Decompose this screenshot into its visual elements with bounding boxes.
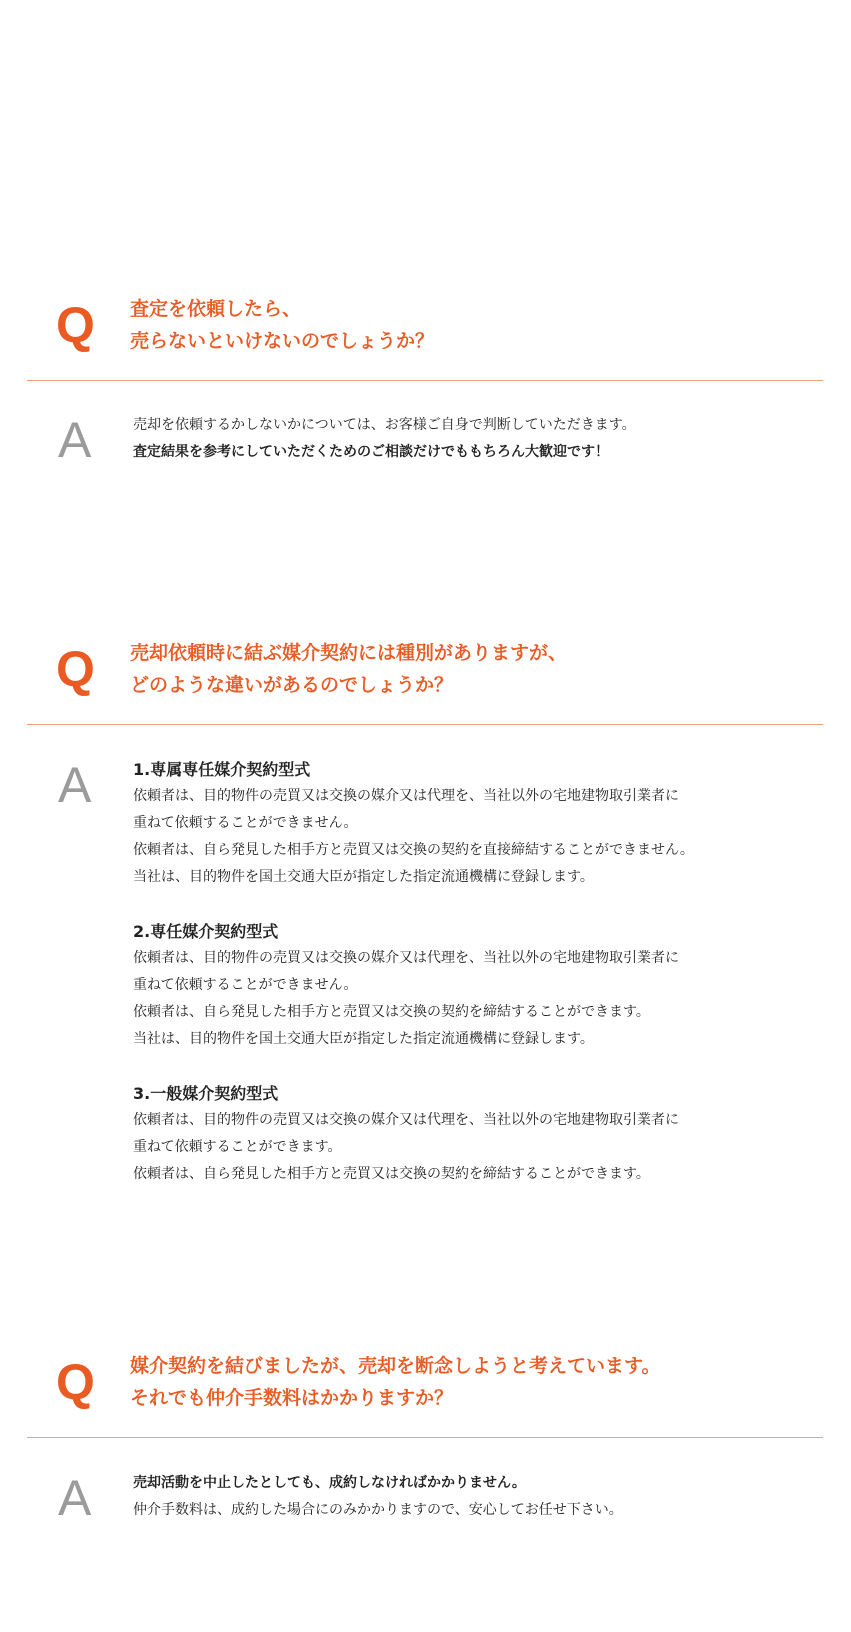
- question-mark-icon: Q: [56, 1354, 95, 1410]
- spacer: [133, 891, 833, 918]
- question-line: 売却依頼時に結ぶ媒介契約には種別がありますが、: [130, 642, 568, 664]
- answer-line: 重ねて依頼することができません。: [133, 977, 358, 993]
- spacer: [133, 1053, 833, 1080]
- answer-line: 依頼者は、自ら発見した相手方と売買又は交換の契約を締結することができます。: [133, 1004, 650, 1020]
- answer-line: 当社は、目的物件を国土交通大臣が指定した指定流通機構に登録します。: [133, 1031, 594, 1047]
- answer-body: [133, 756, 833, 1188]
- answer-line: 重ねて依頼することができません。: [133, 815, 358, 831]
- contract-type-heading: 3.一般媒介契約型式: [133, 1084, 279, 1103]
- answer-line: 売却を依頼するかしないかについては、お客様ご自身で判断していただきます。: [133, 417, 636, 433]
- answer-line: 売却活動を中止したとしても、成約しなければかかりません。: [133, 1475, 526, 1491]
- answer-line: 依頼者は、目的物件の売買又は交換の媒介又は代理を、当社以外の宅地建物取引業者に: [133, 950, 679, 966]
- question-line: それでも仲介手数料はかかりますか？: [130, 1387, 454, 1409]
- answer-body: [133, 412, 833, 466]
- answer-line: 依頼者は、目的物件の売買又は交換の媒介又は代理を、当社以外の宅地建物取引業者に: [133, 1112, 679, 1128]
- question-line: 売らないといけないのでしょうか？: [130, 330, 435, 352]
- answer-line: 依頼者は、自ら発見した相手方と売買又は交換の契約を直接締結することができません。: [133, 842, 694, 858]
- question-title: [130, 1350, 660, 1414]
- question-line: どのような違いがあるのでしょうか？: [130, 674, 454, 696]
- answer-line: 当社は、目的物件を国土交通大臣が指定した指定流通機構に登録します。: [133, 869, 594, 885]
- answer-mark-icon: A: [58, 412, 92, 468]
- question-title: [130, 293, 434, 357]
- answer-mark-icon: A: [58, 1470, 92, 1526]
- answer-line: 重ねて依頼することができます。: [133, 1139, 342, 1155]
- answer-body: [133, 1470, 833, 1524]
- answer-line: 依頼者は、目的物件の売買又は交換の媒介又は代理を、当社以外の宅地建物取引業者に: [133, 788, 679, 804]
- divider: [27, 380, 823, 381]
- question-mark-icon: Q: [56, 297, 95, 353]
- answer-line: 依頼者は、自ら発見した相手方と売買又は交換の契約を締結することができます。: [133, 1166, 650, 1182]
- contract-type-heading: 2.専任媒介契約型式: [133, 922, 279, 941]
- divider: [27, 724, 823, 725]
- question-line: 査定を依頼したら、: [130, 298, 302, 320]
- question-title: [130, 637, 567, 701]
- answer-line: 査定結果を参考にしていただくためのご相談だけでももちろん大歓迎です！: [133, 444, 609, 460]
- contract-type-heading: 1.専属専任媒介契約型式: [133, 760, 311, 779]
- answer-line: 仲介手数料は、成約した場合にのみかかりますので、安心してお任せ下さい。: [133, 1502, 623, 1518]
- answer-mark-icon: A: [58, 757, 92, 813]
- question-line: 媒介契約を結びましたが、売却を断念しようと考えています。: [130, 1355, 661, 1377]
- divider: [27, 1437, 823, 1438]
- question-mark-icon: Q: [56, 641, 95, 697]
